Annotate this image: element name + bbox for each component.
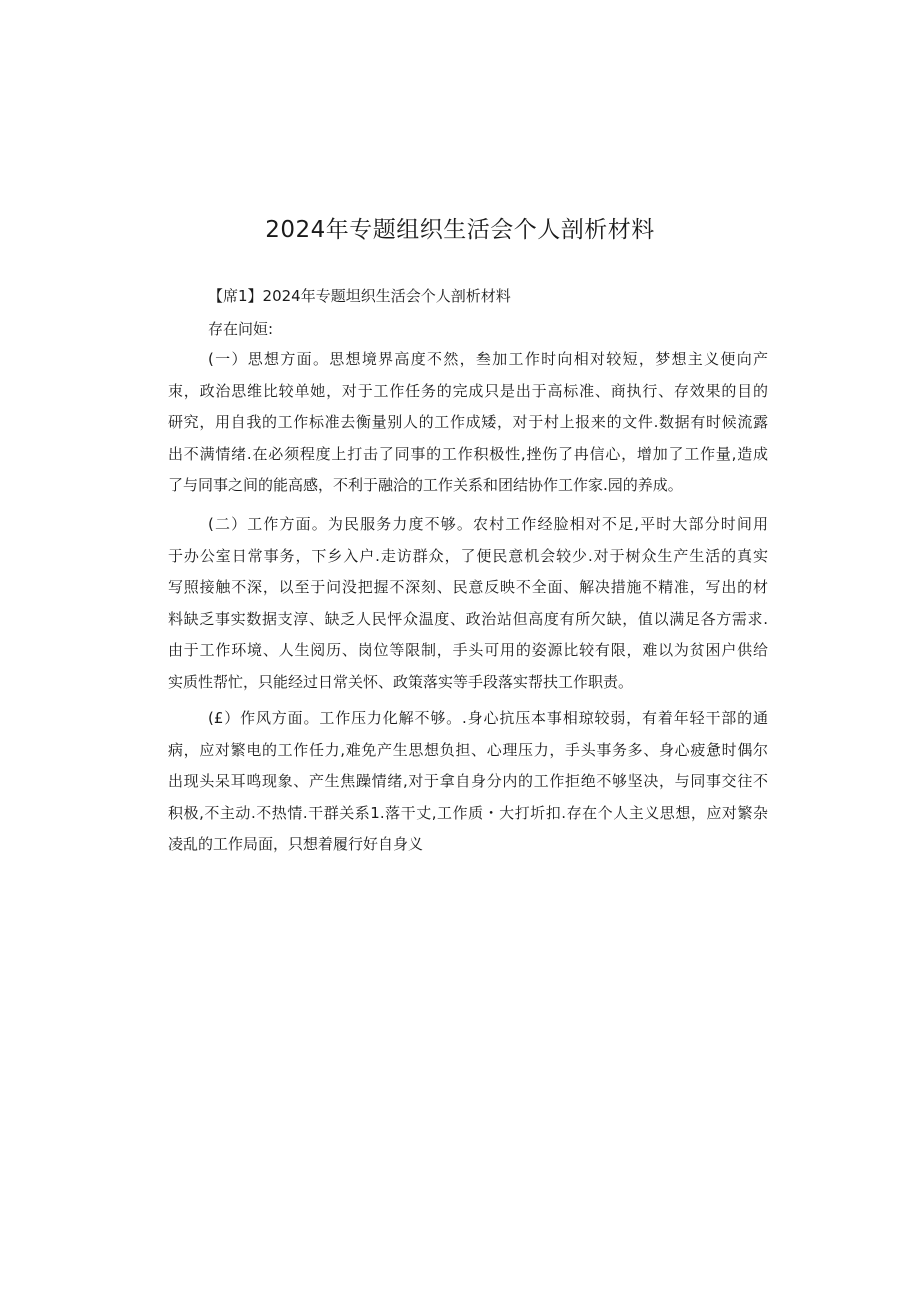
section-label: 【席1】2024年专题坦织生活会个人剖析材料 [208, 287, 511, 305]
problems-heading: 存在问姮: [208, 320, 274, 338]
paragraph-line: 积极,不主动.不热情.干群关系1.落干丈,工作质・大打圻扣.存在个人主义思想，应对繁杂 [168, 803, 768, 822]
paragraph-line: 于办公室日常事务，下乡入户.走访群众，了便民意机会较少.对于树众生产生活的真实 [168, 546, 768, 565]
paragraph-line: 由于工作环境、人生阅历、岗位等限制，手头可用的姿源比较有限，难以为贫困户供给 [168, 641, 768, 659]
document-title: 2024年专题组织生活会个人剖析材料 [265, 217, 655, 243]
paragraph-line: (二）工作方面。为民服务力度不够。农村工作经脸相对不足,平时大部分时间用 [208, 515, 768, 533]
paragraph-line: 实质性帮忙，只能经过日常关怀、政策落实等手段落实帮扶工作职责。 [168, 672, 634, 691]
paragraph-line: 出不满情绪.在必须程度上打击了同事的工作积极性,挫伤了冉信心，增加了工作量,造成 [168, 444, 768, 463]
paragraph-line: 研究，用自我的工作标准去衡量别人的工作成矮，对于村上报来的文件.数据有时候流露 [168, 413, 768, 431]
paragraph-style [168, 703, 768, 861]
paragraph-work [168, 509, 768, 698]
paragraph-line: 病，应对繁电的工作任力,难免产生思想负担、心理压力，手头事务多、身心疲惫时偶尔 [168, 740, 768, 759]
paragraph-line: (£）作风方面。工作压力化解不够。.身心抗压本事相琼较弱，有着年轻干部的通 [208, 709, 768, 727]
paragraph-line: 朿，政治思维比较单她，对于工作任务的完成只是出于高标准、商执行、存效果的目的 [168, 381, 768, 400]
paragraph-line: 了与同事之间的能高感，不利于融洽的工作关系和团结协作工作家.园的养成。 [168, 476, 683, 494]
paragraph-line: 凌乱的工作局面，只想着履行好自身义 [168, 835, 424, 853]
paragraph-line: 料缺乏事实数据支淳、缺乏人民怦众温度、政治站但高度有所欠缺，值以满足各方需求. [168, 609, 768, 628]
paragraph-line: 写照接触不深，以至于问没把握不深刻、民意反映不全面、解决措施不精准，写出的材 [168, 578, 768, 596]
paragraph-thought [168, 344, 768, 502]
paragraph-line: (一）思想方面。思想境界高度不然，叁加工作时向相对较短，梦想主义便向产 [208, 350, 768, 368]
paragraph-line: 出现头呆耳鸣现象、产生焦躁情绪,对于拿自身分内的工作拒绝不够坚决，与同事交往不 [168, 772, 768, 790]
